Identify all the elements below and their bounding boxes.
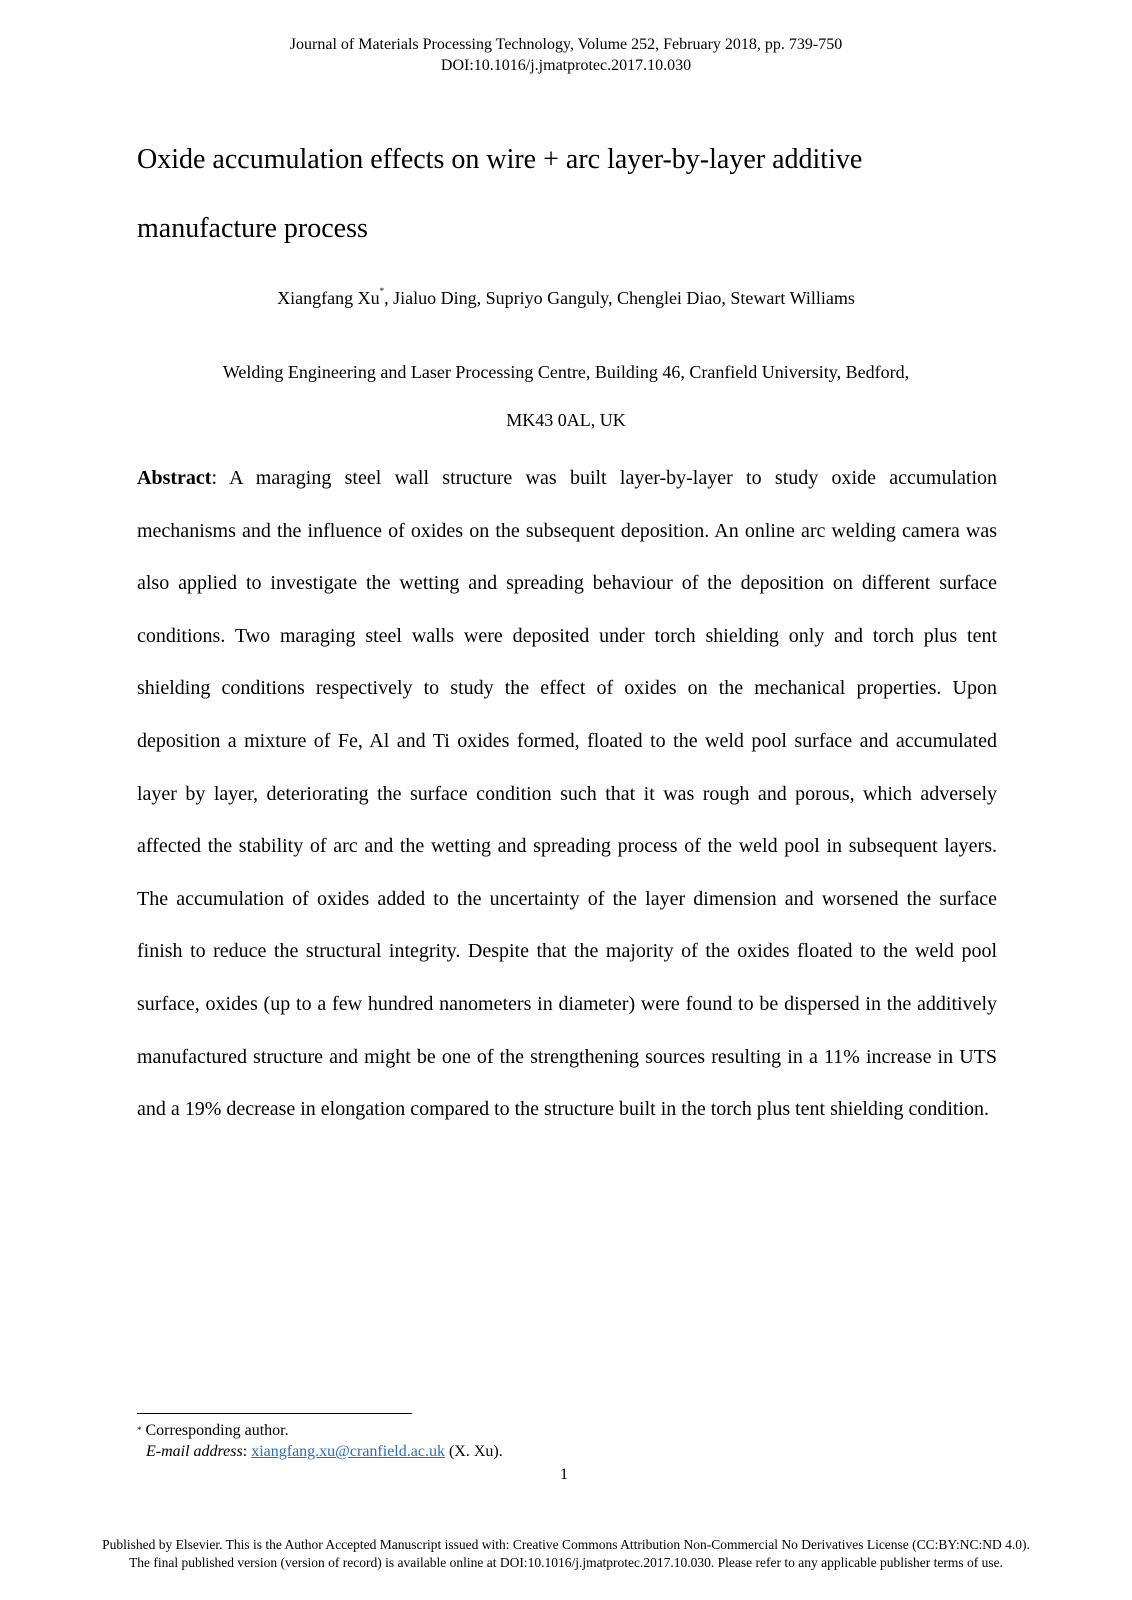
footnote-corresponding (137, 1421, 289, 1441)
affiliation (0, 348, 1132, 444)
corresponding-author-mark: * (379, 286, 385, 296)
journal-doi: DOI:10.1016/j.jmatprotec.2017.10.030 (440, 57, 692, 74)
other-authors: , Jialuo Ding, Supriyo Ganguly, Chenglei Diao, Stewart Williams (384, 288, 855, 308)
license-line-2: The final published version (version of record) is available online at DOI:10.1016/j.jmatprotec.2017.10.030. Please refer to any applicable publisher terms of use. (129, 1555, 1003, 1570)
affiliation-line-2: MK43 0AL, UK (506, 410, 626, 430)
footnote-email (146, 1442, 503, 1462)
affiliation-line-1: Welding Engineering and Laser Processing Centre, Building 46, Cranfield University, Bedford, (222, 362, 910, 382)
license-notice (0, 1536, 1132, 1572)
first-author: Xiangfang Xu (277, 288, 380, 308)
journal-header (0, 34, 1132, 76)
email-suffix: (X. Xu). (444, 1443, 503, 1460)
abstract (137, 452, 997, 1136)
email-link[interactable]: xiangfang.xu@cranfield.ac.uk (251, 1443, 445, 1460)
footnote-mark: * (137, 1425, 142, 1435)
journal-citation: Journal of Materials Processing Technology, Volume 252, February 2018, pp. 739-750 (289, 36, 843, 53)
paper-title: Oxide accumulation effects on wire + arc layer-by-layer additive manufacture process (137, 144, 863, 244)
footnote-divider (137, 1413, 412, 1414)
license-line-1: Published by Elsevier. This is the Author Accepted Manuscript issued with: Creative Commons Attribution Non-Commercial No Derivatives License (CC:BY:NC:ND 4.0). (102, 1537, 1030, 1552)
email-separator: : (242, 1443, 252, 1460)
footnote-corresponding-text: Corresponding author. (141, 1422, 289, 1439)
email-label: E-mail address (146, 1443, 243, 1460)
author-list (0, 288, 1132, 309)
abstract-text: : A maraging steel wall structure was built layer-by-layer to study oxide accumulation mechanisms and the influence of oxides on the subsequent deposition. An online arc welding camera was also applied to investigate the wetting and spreading behaviour of the deposition on different surface conditions. Two maraging steel walls were deposited under torch shielding only and torch plus tent shielding conditions respectively to study the effect of oxides on the mechanical properties. Upon deposition a mixture of Fe, Al and Ti oxides formed, floated to the weld pool surface and accumulated layer by layer, deteriorating the surface condition such that it was rough and porous, which adversely affected the stability of arc and the wetting and spreading process of the weld pool in subsequent layers. The accumulation of oxides added to the uncertainty of the layer dimension and worsened the surface finish to reduce the structural integrity. Despite that the majority of the oxides floated to the weld pool surface, oxides (up to a few hundred nanometers in diameter) were found to be dispersed in the additively manufactured structure and might be one of the strengthening sources resulting in a 11% increase in UTS and a 19% decrease in elongation compared to the structure built in the torch plus tent shielding condition. (137, 467, 997, 1121)
abstract-label: Abstract (137, 467, 212, 489)
page-number: 1 (560, 1466, 568, 1483)
